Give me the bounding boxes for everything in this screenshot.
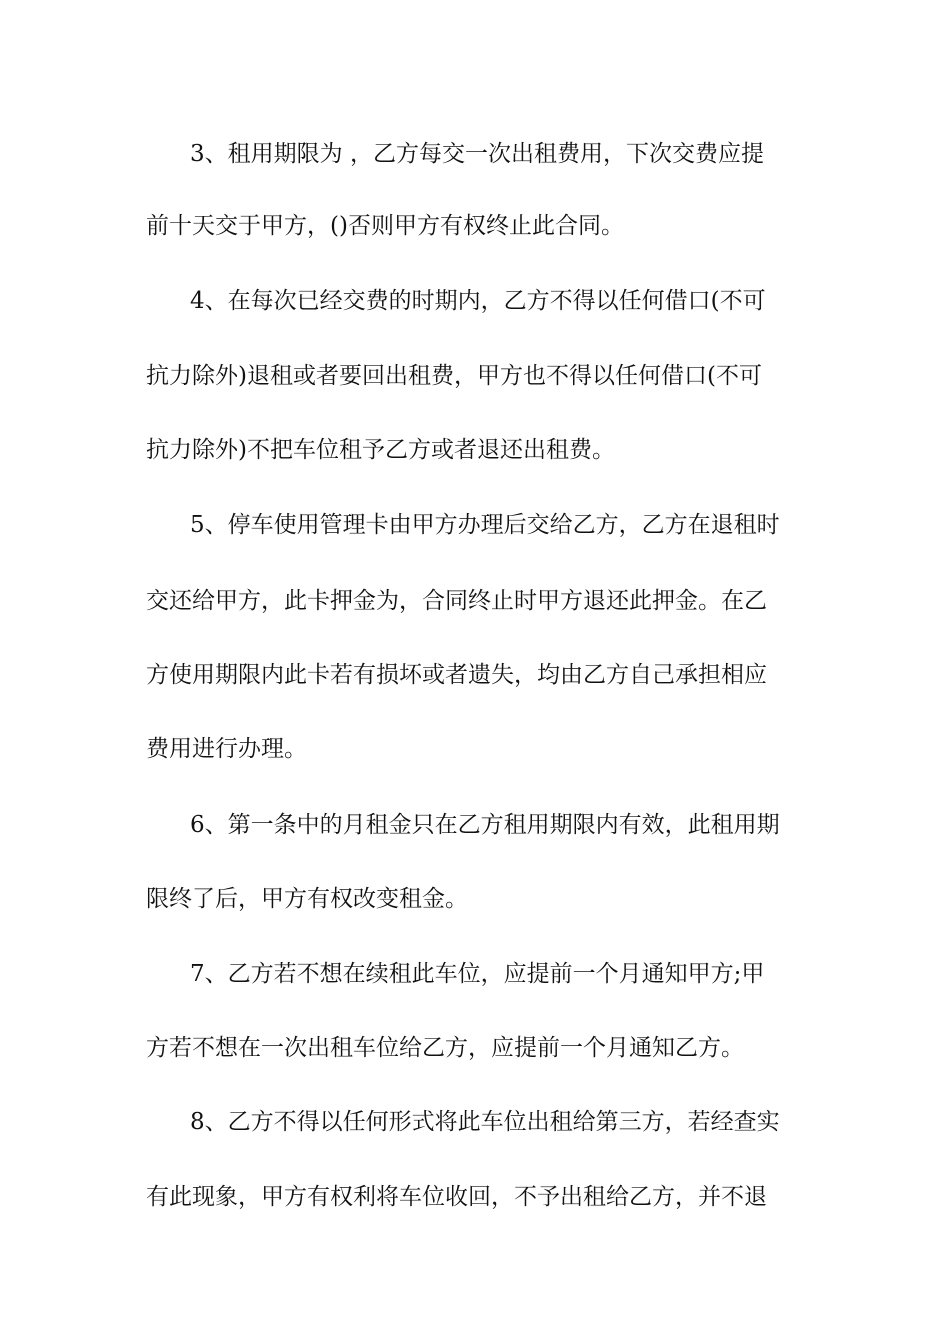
- clause-3-text-1: 3、租用期限为 ，乙方每交一次出租费用，下次交费应提: [190, 141, 764, 167]
- clause-6-text-2: 限终了后，甲方有权改变租金。: [146, 886, 468, 912]
- clause-5-text-2: 交还给甲方，此卡押金为，合同终止时甲方退还此押金。在乙: [146, 588, 767, 614]
- clause-8-text-2: 有此现象，甲方有权利将车位收回，不予出租给乙方，并不退: [146, 1184, 767, 1210]
- clause-7-text-2: 方若不想在一次出租车位给乙方，应提前一个月通知乙方。: [146, 1035, 744, 1061]
- clause-7-text-1: 7、乙方若不想在续租此车位，应提前一个月通知甲方;甲: [190, 961, 765, 987]
- clause-5-text-4: 费用进行办理。: [146, 736, 307, 762]
- clause-4-text-2: 抗力除外)退租或者要回出租费，甲方也不得以任何借口(不可: [146, 363, 762, 389]
- clause-8-text-1: 8、乙方不得以任何形式将此车位出租给第三方，若经查实: [190, 1109, 780, 1135]
- clause-5-text-3: 方使用期限内此卡若有损坏或者遗失，均由乙方自己承担相应: [146, 662, 767, 688]
- clause-4-text-3: 抗力除外)不把车位租予乙方或者退还出租费。: [146, 437, 615, 463]
- clause-4-text-1: 4、在每次已经交费的时期内，乙方不得以任何借口(不可: [190, 288, 766, 314]
- clause-3-text-2: 前十天交于甲方，()否则甲方有权终止此合同。: [146, 213, 624, 239]
- clause-6-text-1: 6、第一条中的月租金只在乙方租用期限内有效，此租用期: [190, 812, 780, 838]
- clause-5-text-1: 5、停车使用管理卡由甲方办理后交给乙方，乙方在退租时: [190, 512, 780, 538]
